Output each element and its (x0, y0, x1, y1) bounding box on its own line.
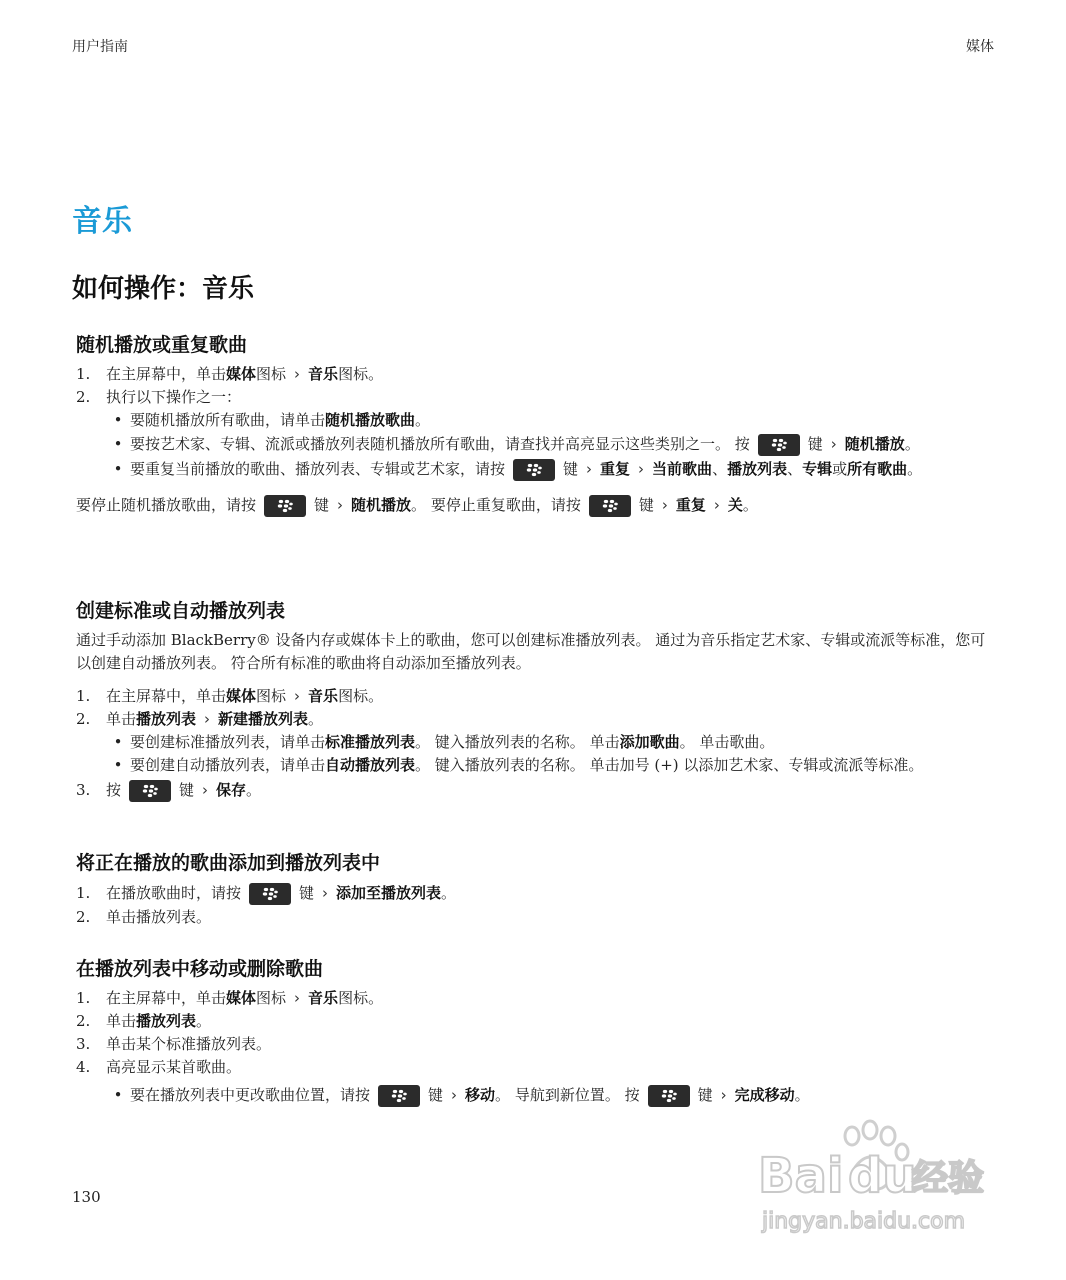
chevron-right-icon: › (294, 687, 301, 705)
section-heading: 创建标准或自动播放列表 (76, 600, 286, 622)
step: 3. 单击某个标准播放列表。 (76, 1035, 272, 1053)
step: 2. 单击播放列表 › 新建播放列表。 (76, 710, 324, 728)
chevron-right-icon: › (204, 710, 211, 728)
chevron-right-icon: › (294, 365, 301, 383)
svg-text:du: du (848, 1148, 917, 1204)
list-item: • 要随机播放所有歌曲，请单击随机播放歌曲。 (113, 411, 431, 429)
step: 2. 单击播放列表。 (76, 1012, 212, 1030)
section-move-delete (76, 954, 996, 1108)
svg-text:Bai: Bai (758, 1148, 844, 1204)
menu-key-icon (648, 1085, 690, 1107)
step: 1. 在主屏幕中，单击媒体图标 › 音乐图标。 (76, 365, 384, 383)
menu-key-icon (758, 434, 800, 456)
svg-text:经验: 经验 (912, 1158, 985, 1199)
chevron-right-icon: › (337, 496, 344, 514)
menu-key-icon (378, 1085, 420, 1107)
step: 2. 执行以下操作之一： (76, 388, 242, 406)
section-add-to-playlist (76, 848, 996, 929)
chevron-right-icon: › (638, 460, 645, 478)
step: 1. 在主屏幕中，单击媒体图标 › 音乐图标。 (76, 989, 384, 1007)
chevron-right-icon: › (713, 496, 720, 514)
list-item: • 要创建自动播放列表，请单击自动播放列表。 键入播放列表的名称。 单击加号 (+) 以添加艺术家、专辑或流派等标准。 (113, 756, 924, 774)
menu-key-icon (513, 459, 555, 481)
paragraph: 通过手动添加 BlackBerry® 设备内存或媒体卡上的歌曲，您可以创建标准播放列表。 通过为音乐指定艺术家、专辑或流派等标准，您可以创建自动播放列表。 符合所有标准的歌曲将自动添加至播放列表。 (76, 631, 986, 672)
step: 1. 在主屏幕中，单击媒体图标 › 音乐图标。 (76, 687, 384, 705)
svg-text:jingyan.baidu.com: jingyan.baidu.com (762, 1209, 966, 1234)
menu-key-icon (249, 883, 291, 905)
chevron-right-icon: › (322, 884, 329, 902)
page-number: 130 (72, 1188, 101, 1206)
section-heading: 随机播放或重复歌曲 (76, 334, 248, 356)
menu-key-icon (589, 495, 631, 517)
baidu-jingyan-watermark-icon (752, 1118, 1012, 1238)
step: 3. 按 键 › 保存。 (76, 779, 996, 802)
chevron-right-icon: › (720, 1086, 727, 1104)
list-item: • 要按艺术家、专辑、流派或播放列表随机播放所有歌曲，请查找并高亮显示这些类别之一。 按 键 › 随机播放。 (76, 432, 996, 457)
section-shuffle-repeat (76, 330, 996, 517)
step: 2. 单击播放列表。 (76, 908, 212, 926)
chevron-right-icon: › (661, 496, 668, 514)
list-item: • 要重复当前播放的歌曲、播放列表、专辑或艺术家，请按 键 › 重复 › 当前歌曲、播放列表、专辑或所有歌曲。 (76, 457, 996, 482)
step: 1. 在播放歌曲时，请按 键 › 添加至播放列表。 (76, 881, 996, 906)
chevron-right-icon: › (451, 1086, 458, 1104)
chevron-right-icon: › (202, 781, 209, 799)
list-item: • 要创建标准播放列表，请单击标准播放列表。 键入播放列表的名称。 单击添加歌曲。 单击歌曲。 (113, 733, 775, 751)
section-heading: 在播放列表中移动或删除歌曲 (76, 958, 324, 980)
section-create-playlist (76, 596, 996, 802)
chevron-right-icon: › (586, 460, 593, 478)
page-title: 音乐 (72, 204, 132, 239)
list-item: • 要在播放列表中更改歌曲位置，请按 键 › 移动。 导航到新位置。 按 键 › 完成移动。 (76, 1083, 996, 1108)
menu-key-icon (129, 780, 171, 802)
paragraph: 要停止随机播放歌曲，请按 键 › 随机播放。 要停止重复歌曲，请按 键 › 重复 › 关。 (76, 494, 996, 517)
chevron-right-icon: › (830, 435, 837, 453)
header-right: 媒体 (966, 39, 994, 55)
page-subtitle: 如何操作：音乐 (72, 274, 255, 304)
header-left: 用户指南 (72, 39, 128, 55)
step: 4. 高亮显示某首歌曲。 (76, 1058, 242, 1076)
chevron-right-icon: › (294, 989, 301, 1007)
section-heading: 将正在播放的歌曲添加到播放列表中 (76, 852, 381, 874)
menu-key-icon (264, 495, 306, 517)
